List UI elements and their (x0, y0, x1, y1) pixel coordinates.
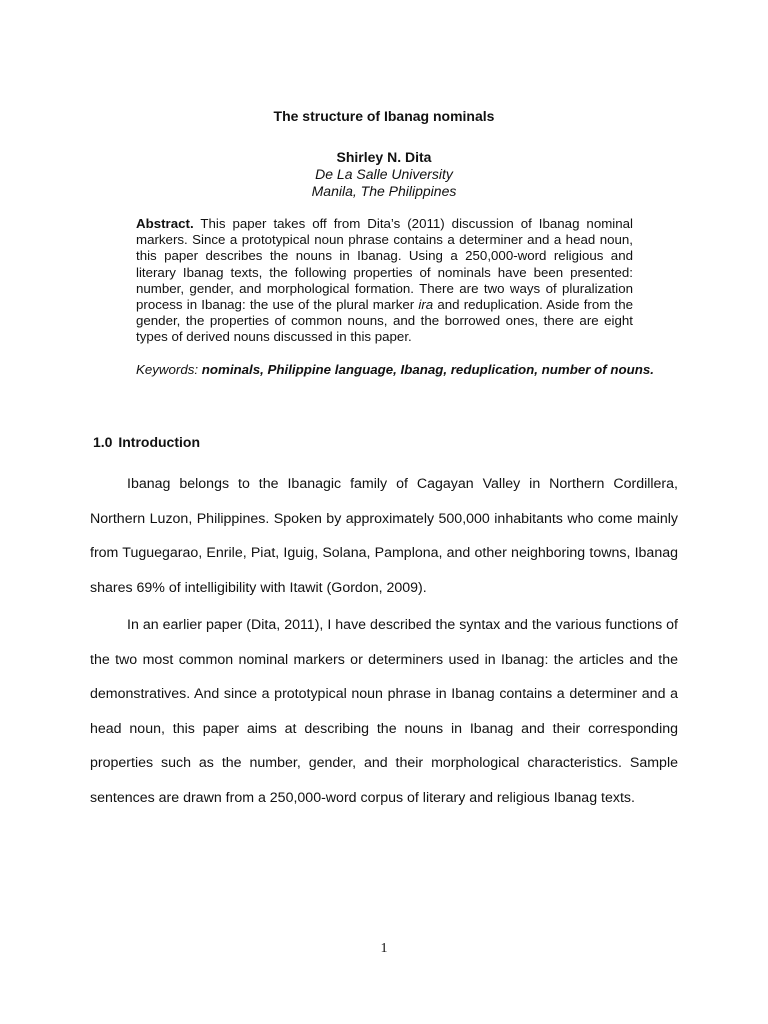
author-name: Shirley N. Dita (336, 149, 432, 165)
author-affiliation-location: Manila, The Philippines (311, 183, 457, 199)
abstract-text-part-2: and reduplication. Aside from the gender, the properties of common nouns, and the borrowed ones, there are eight types of derived nouns discussed in this paper. (136, 297, 633, 345)
abstract-text-part-1: This paper takes off from Dita’s (2011) discussion of Ibanag nominal markers. Since a prototypical noun phrase contains a determiner and a head noun, this paper describes the nouns in Ibanag. Using a 250,000-word religious and literary Ibanag texts, the following properties of nominals have been presented: number, gender, and morphological formation. There are two ways of pluralization process in Ibanag: the use of the plural marker (136, 216, 633, 313)
keywords-label: Keywords: (136, 362, 202, 377)
paper-title: The structure of Ibanag nominals (273, 108, 495, 124)
abstract-block (136, 216, 633, 346)
keywords-line (136, 362, 676, 378)
abstract-label: Abstract. (136, 216, 194, 231)
body-paragraph: In an earlier paper (Dita, 2011), I have described the syntax and the various functions of the two most common nominal markers or determiners used in Ibanag: the articles and the demonstratives. And since a prototypical noun phrase in Ibanag contains a determiner and a head noun, this paper aims at describing the nouns in Ibanag and their corresponding properties such as the number, gender, and their morphological characteristics. Sample sentences are drawn from a 250,000-word corpus of literary and religious Ibanag texts. (90, 617, 678, 806)
author-affiliation-university: De La Salle University (315, 166, 453, 182)
section-heading-introduction: 1.0 Introduction (93, 434, 200, 450)
page-number: 1 (380, 941, 388, 956)
abstract-plural-marker: ira (418, 297, 434, 313)
keywords-list: nominals, Philippine language, Ibanag, reduplication, number of nouns. (201, 362, 654, 377)
body-paragraph: Ibanag belongs to the Ibanagic family of Cagayan Valley in Northern Cordillera, Northern Luzon, Philippines. Spoken by approximately 500,000 inhabitants who come mainly from Tuguegarao, Enrile, Piat, Iguig, Solana, Pamplona, and other neighboring towns, Ibanag shares 69% of intelligibility with Itawit (Gordon, 2009). (90, 476, 678, 596)
